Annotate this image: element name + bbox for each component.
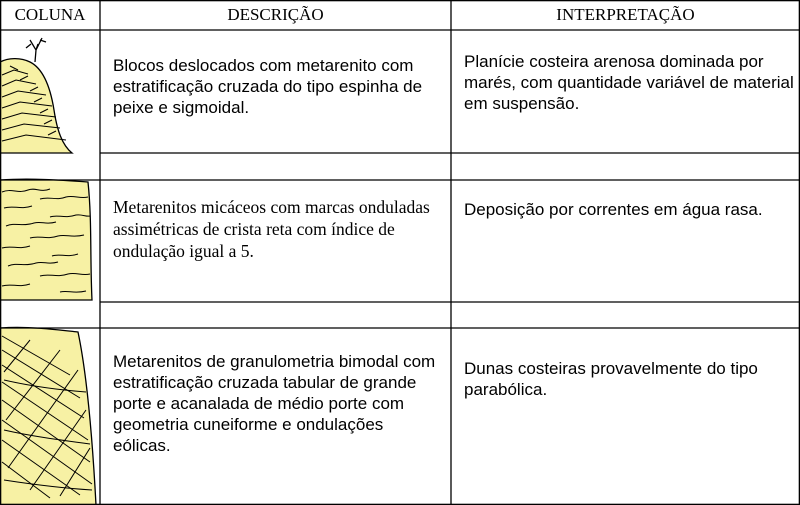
row-2-description: Metarenitos micáceos com marcas onduladas assimétricas de crista reta com índice de ondulação igual a 5.: [113, 197, 430, 261]
row-2-interpretation: Deposição por correntes em água rasa.: [464, 200, 763, 219]
unit-2-ripple-column: [0, 179, 92, 300]
unit-3-crossbedded-column: [0, 327, 96, 505]
header-coluna: COLUNA: [14, 5, 86, 24]
header-descricao: DESCRIÇÃO: [227, 5, 324, 24]
row-1-interpretation: Planície costeira arenosa dominada por marés, com quantidade variável de material em suspensão.: [464, 52, 794, 113]
row-3-interpretation: Dunas costeiras provavelmente do tipo parabólica.: [464, 359, 758, 399]
row-3-description: Metarenitos de granulometria bimodal com estratificação cruzada tabular de grande porte e acanalada de médio porte com geometria cuneiforme e ondulações eólicas.: [113, 352, 436, 455]
row-1-description: Blocos deslocados com metarenito com estratificação cruzada do tipo espinha de peixe e sigmoidal.: [113, 56, 423, 117]
unit-1-herringbone-column: [0, 38, 72, 153]
header-interpretacao: INTERPRETAÇÃO: [556, 5, 695, 24]
